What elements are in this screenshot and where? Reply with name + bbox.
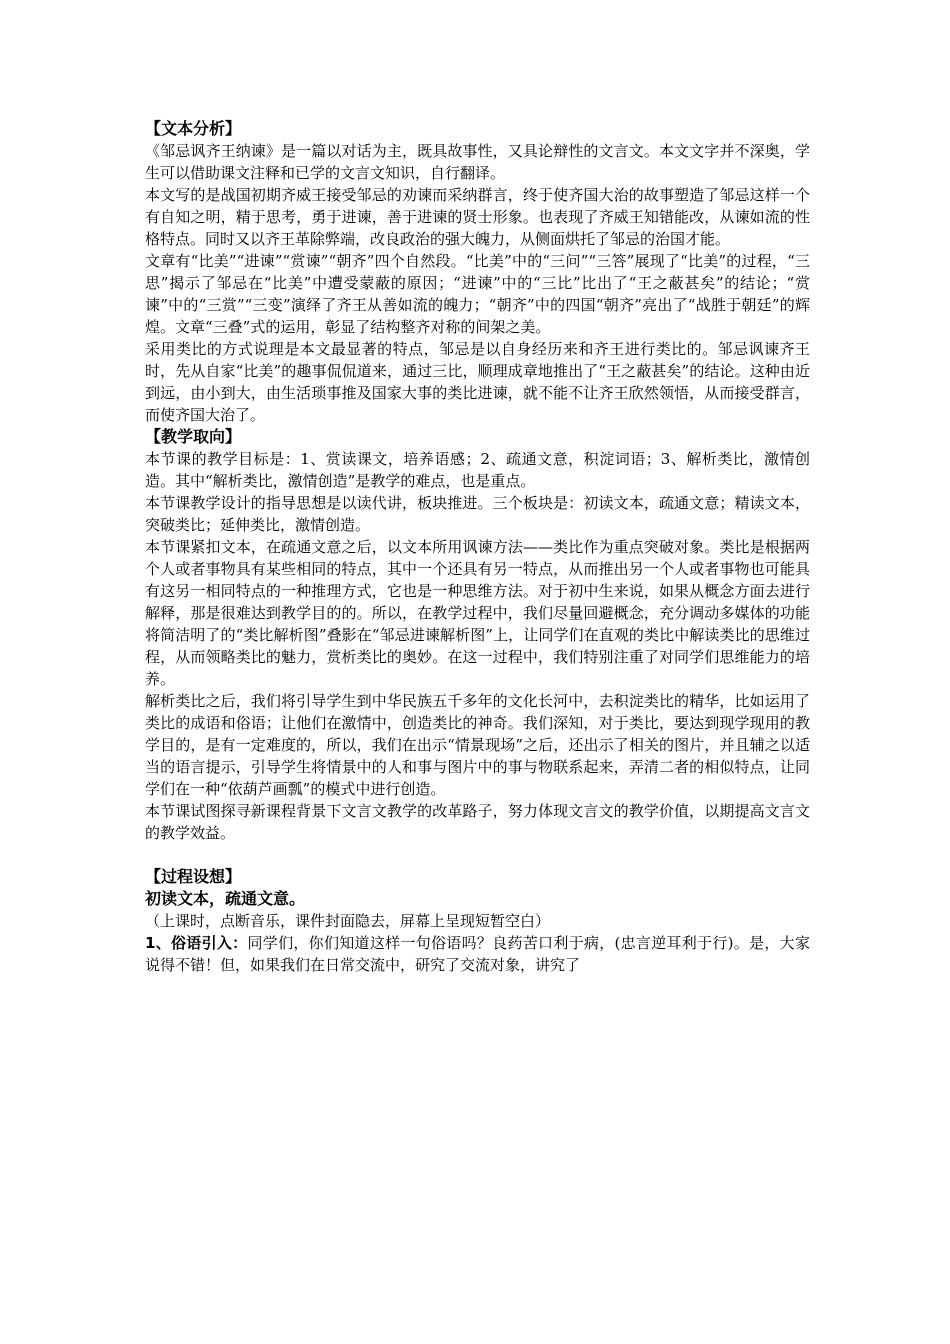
step-subheading: 初读文本，疏通文意。 <box>145 889 306 908</box>
paragraph: 采用类比的方式说理是本文最显著的特点，邹忌是以自身经历来和齐王进行类比的。邹忌讽谏齐王时，先从自家“比美”的趣事侃侃道来，通过三比，顺理成章地推出了“王之蔽甚矣”的结论。这种由近到远，由小到大，由生活琐事推及国家大事的类比进谏，就不能不让齐王欣然领悟，从而接受群言，而使齐国大治了。 <box>145 340 810 424</box>
paragraph: 本节课试图探寻新课程背景下文言文教学的改革路子，努力体现文言文的教学价值，以期提高文言文的教学效益。 <box>145 802 810 842</box>
blank-line <box>145 844 810 866</box>
paragraph: 本节课教学设计的指导思想是以读代讲，板块推进。三个板块是：初读文本，疏通文意；精读文本，突破类比；延伸类比，激情创造。 <box>145 494 810 534</box>
section-heading-analysis: 【文本分析】 <box>145 119 242 138</box>
text-column <box>145 118 810 976</box>
paragraph: 本文写的是战国初期齐威王接受邹忌的劝谏而采纳群言，终于使齐国大治的故事塑造了邹忌这样一个有自知之明，精于思考，勇于进谏，善于进谏的贤士形象。也表现了齐威王知错能改，从谏如流的性格特点。同时又以齐王革除弊端，改良政治的强大魄力，从侧面烘托了邹忌的治国才能。 <box>145 186 810 248</box>
step-text: 同学们，你们知道这样一句俗语吗？良药苦口利于病，(忠言逆耳利于行)。是，大家说得不错！但，如果我们在日常交流中，研究了交流对象，讲究了 <box>145 934 810 974</box>
step-paragraph <box>145 932 810 976</box>
paragraph: 本节课的教学目标是：1、赏读课文，培养语感；2、疏通文意，积淀词语；3、解析类比，激情创造。其中“解析类比，激情创造”是教学的难点，也是重点。 <box>145 450 810 490</box>
paragraph: 文章有“比美”“进谏”“赏谏”“朝齐”四个自然段。“比美”中的“三问”“三答”展现了“比美”的过程，“三思”揭示了邹忌在“比美”中遭受蒙蔽的原因；“进谏”中的“三比”比出了“王之蔽甚矣”的结论；“赏谏”中的“三赏”“三变”演绎了齐王从善如流的魄力；“朝齐”中的四国“朝齐”亮出了“战胜于朝廷”的辉煌。文章“三叠”式的运用，彰显了结构整齐对称的间架之美。 <box>145 252 810 336</box>
section-heading-orientation: 【教学取向】 <box>145 427 242 446</box>
paragraph: 解析类比之后，我们将引导学生到中华民族五千多年的文化长河中，去积淀类比的精华，比如运用了类比的成语和俗语；让他们在激情中，创造类比的神奇。我们深知，对于类比，要达到现学现用的教学目的，是有一定难度的，所以，我们在出示“情景现场”之后，还出示了相关的图片，并且辅之以适当的语言提示，引导学生将情景中的人和事与图片中的事与物联系起来，弄清二者的相似特点，让同学们在一种“依葫芦画瓢”的模式中进行创造。 <box>145 692 810 798</box>
step-label: 1、俗语引入： <box>145 934 248 952</box>
paragraph: 《邹忌讽齐王纳谏》是一篇以对话为主，既具故事性，又具论辩性的文言文。本文文字并不深奥，学生可以借助课文注释和已学的文言文知识，自行翻译。 <box>145 142 810 182</box>
paragraph: 本节课紧扣文本，在疏通文意之后，以文本所用讽谏方法——类比作为重点突破对象。类比是根据两个人或者事物具有某些相同的特点，其中一个还具有另一特点，从而推出另一个人或者事物也可能具有这另一相同特点的一种推理方式，它也是一种思维方法。对于初中生来说，如果从概念方面去进行解释，那是很难达到教学目的的。所以，在教学过程中，我们尽量回避概念，充分调动多媒体的功能将简洁明了的“类比解析图”叠影在“邹忌进谏解析图”上，让同学们在直观的类比中解读类比的思维过程，从而领略类比的魅力，赏析类比的奥妙。在这一过程中，我们特别注重了对同学们思维能力的培养。 <box>145 538 810 688</box>
section-heading-process: 【过程设想】 <box>145 867 242 886</box>
stage-direction: （上课时，点断音乐，课件封面隐去，屏幕上呈现短暂空白） <box>145 912 551 930</box>
